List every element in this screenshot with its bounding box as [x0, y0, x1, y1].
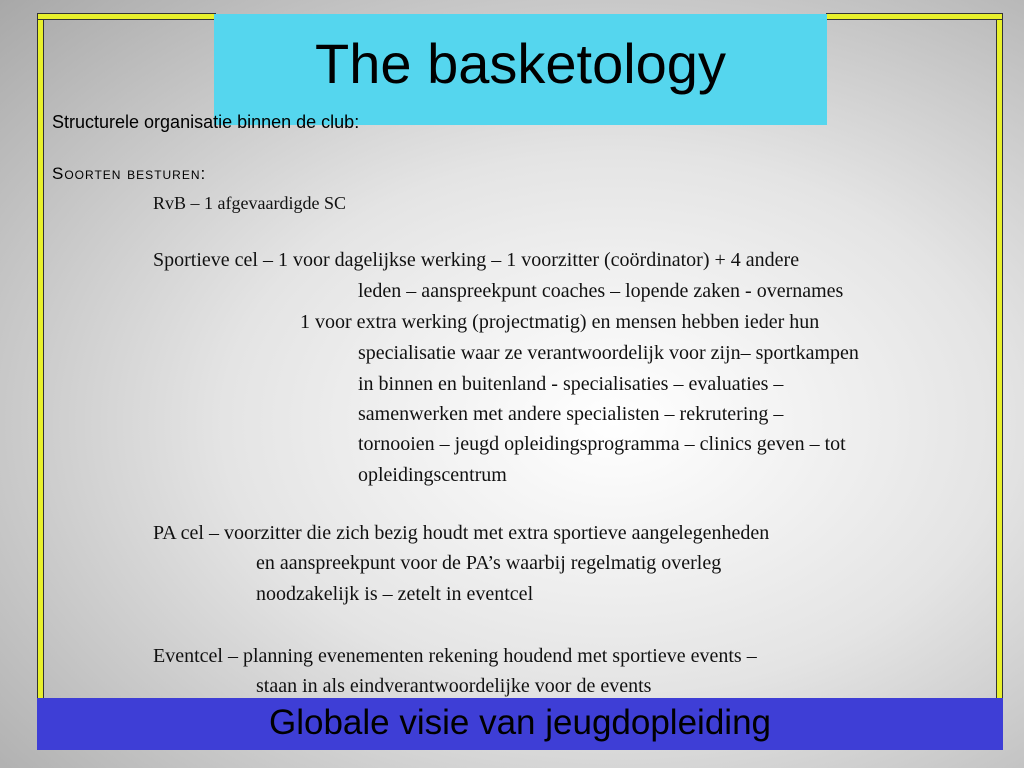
sportieve-line-3: specialisatie waar ze verantwoordelijk voor zijn– sportkampen — [358, 342, 859, 364]
pa-text-0: – voorzitter die zich bezig houdt met extra sportieve aangelegenheden — [203, 522, 770, 544]
pa-line-0 — [153, 523, 769, 543]
event-line-1: staan in als eindverantwoordelijke voor de events — [256, 675, 652, 697]
sportieve-line-0 — [153, 250, 799, 270]
slide-title: The basketology — [315, 32, 726, 95]
frame-right-border — [996, 13, 1003, 700]
rvb-text: – 1 afgevaardigde SC — [186, 193, 346, 213]
slide-subtitle: Structurele organisatie binnen de club: — [52, 112, 360, 132]
event-line-0 — [153, 646, 757, 666]
sportieve-line-4: in binnen en buitenland - specialisaties – evaluaties – — [358, 373, 784, 395]
rvb-line — [153, 194, 346, 212]
frame-left-border — [37, 13, 44, 700]
pa-term: PA cel — [153, 522, 204, 544]
sportieve-line-2: 1 voor extra werking (projectmatig) en mensen hebben ieder hun — [300, 311, 820, 333]
event-text-0: – planning evenementen rekening houdend met sportieve events – — [222, 645, 757, 667]
sportieve-line-5: samenwerken met andere specialisten – rekrutering – — [358, 403, 784, 425]
pa-line-1: en aanspreekpunt voor de PA’s waarbij regelmatig overleg — [256, 552, 722, 574]
section-heading: Soorten besturen: — [52, 164, 207, 183]
footer-text: Globale visie van jeugdopleiding — [268, 703, 771, 742]
sportieve-term: Sportieve cel — [153, 249, 258, 271]
event-term: Eventcel — [153, 645, 223, 667]
frame-top-right-border — [826, 13, 1003, 20]
sportieve-line-7: opleidingscentrum — [358, 464, 507, 486]
sportieve-text-0: – 1 voor dagelijkse werking – 1 voorzitter (coördinator) + 4 andere — [257, 249, 800, 271]
sportieve-line-1: leden – aanspreekpunt coaches – lopende zaken - overnames — [358, 280, 844, 302]
sportieve-line-6: tornooien – jeugd opleidingsprogramma – clinics geven – tot — [358, 433, 846, 455]
pa-line-2: noodzakelijk is – zetelt in eventcel — [256, 583, 534, 605]
frame-top-left-border — [37, 13, 216, 20]
rvb-term: RvB — [153, 193, 187, 213]
